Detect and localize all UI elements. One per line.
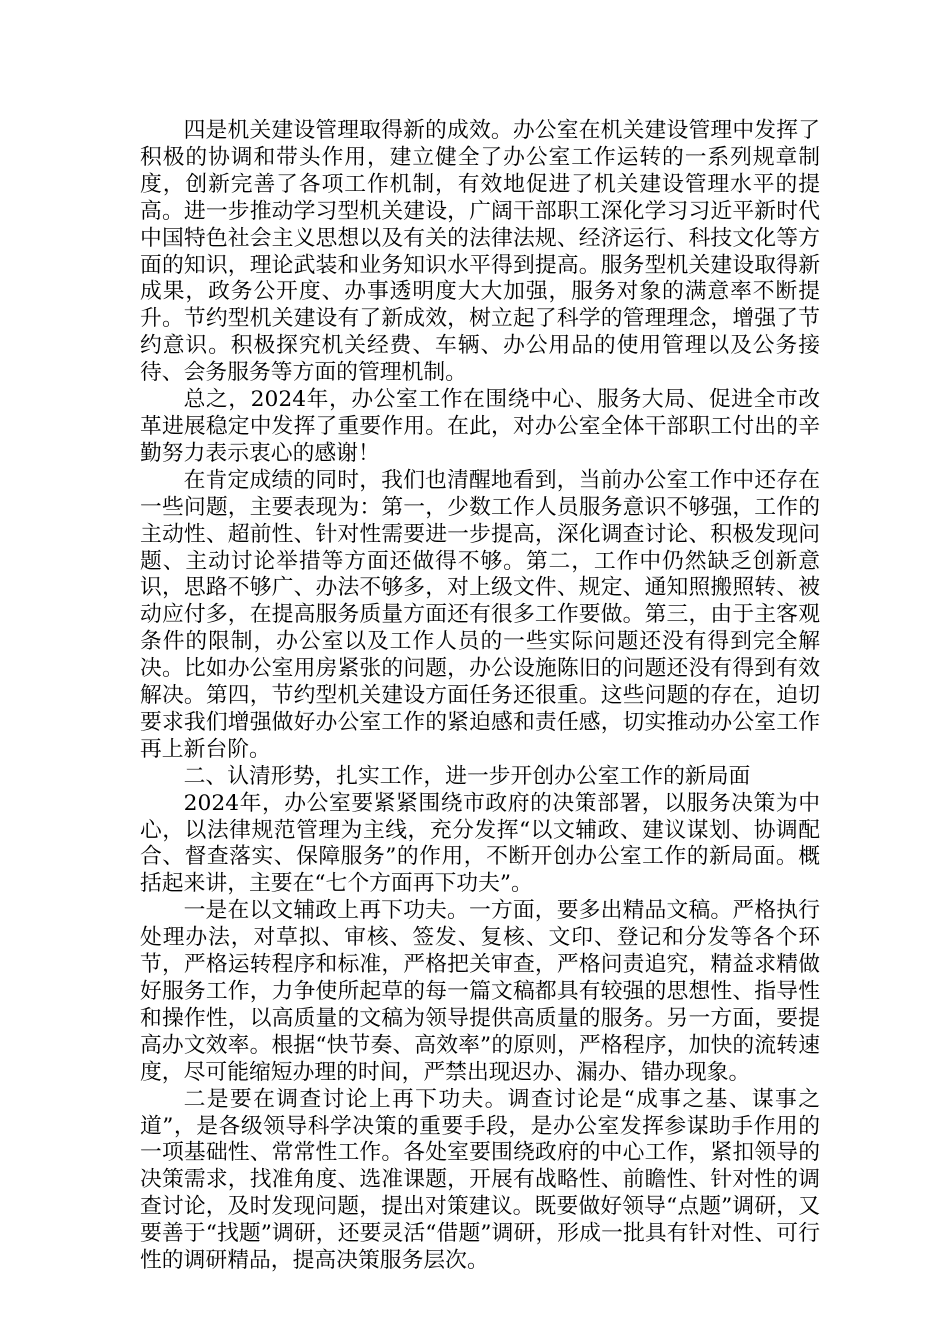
paragraph-research: 二是要在调查讨论上再下功夫。调查讨论是“成事之基、谋事之道”，是各级领导科学决策的重要手段，是办公室发挥参谋助手作用的一项基础性、常常性工作。各处室要围绕政府的中心工作，紧扣领导的决策需求，找准角度、选准课题，开展有战略性、前瞻性、针对性的调查讨论，及时发现问题，提出对策建议。既要做好领导“点题”调研，又要善于“找题”调研，还要灵活“借题”调研，形成一批具有针对性、可行性的调研精品，提高决策服务层次。 — [140, 1086, 820, 1274]
paragraph-problems: 在肯定成绩的同时，我们也清醒地看到，当前办公室工作中还存在一些问题，主要表现为：第一，少数工作人员服务意识不够强，工作的主动性、超前性、针对性需要进一步提高，深化调查讨论、积极发现问题、主动讨论举措等方面还做得不够。第二，工作中仍然缺乏创新意识，思路不够广、办法不够多，对上级文件、规定、通知照搬照转、被动应付多，在提高服务质量方面还有很多工作要做。第三，由于主客观条件的限制，办公室以及工作人员的一些实际问题还没有得到完全解决。比如办公室用房紧张的问题，办公设施陈旧的问题还没有得到有效解决。第四，节约型机关建设方面任务还很重。这些问题的存在，迫切要求我们增强做好办公室工作的紧迫感和责任感，切实推动办公室工作再上新台阶。 — [140, 467, 820, 762]
paragraph-office-building: 四是机关建设管理取得新的成效。办公室在机关建设管理中发挥了积极的协调和带头作用，建立健全了办公室工作运转的一系列规章制度，创新完善了各项工作机制，有效地促进了机关建设管理水平的提高。进一步推动学习型机关建设，广阔干部职工深化学习习近平新时代中国特色社会主义思想以及有关的法律法规、经济运行、科技文化等方面的知识，理论武装和业务知识水平得到提高。服务型机关建设取得新成果，政务公开度、办事透明度大大加强，服务对象的满意率不断提升。节约型机关建设有了新成效，树立起了科学的管理理念，增强了节约意识。积极探究机关经费、车辆、办公用品的使用管理以及公务接待、会务服务等方面的管理机制。 — [140, 118, 820, 386]
document-page — [140, 118, 820, 1275]
paragraph-writing-support: 一是在以文辅政上再下功夫。一方面，要多出精品文稿。严格执行处理办法，对草拟、审核、签发、复核、文印、登记和分发等各个环节，严格运转程序和标准，严格把关审查，严格问责追究，精益求精做好服务工作，力争使所起草的每一篇文稿都具有较强的思想性、指导性和操作性，以高质量的文稿为领导提供高质量的服务。另一方面，要提高办文效率。根据“快节奏、高效率”的原则，严格程序，加快的流转速度，尽可能缩短办理的时间，严禁出现迟办、漏办、错办现象。 — [140, 898, 820, 1085]
paragraph-summary: 总之，2024年，办公室工作在围绕中心、服务大局、促进全市改革进展稳定中发挥了重要作用。在此，对办公室全体干部职工付出的辛勤努力表示衷心的感谢！ — [140, 387, 820, 466]
section-heading: 二、认清形势，扎实工作，进一步开创办公室工作的新局面 — [183, 763, 751, 789]
paragraph-2024-plan: 2024年，办公室要紧紧围绕市政府的决策部署，以服务决策为中心，以法律规范管理为主线，充分发挥“以文辅政、建议谋划、协调配合、督查落实、保障服务”的作用，不断开创办公室工作的新局面。概括起来讲，主要在“七个方面再下功夫”。 — [140, 790, 820, 897]
